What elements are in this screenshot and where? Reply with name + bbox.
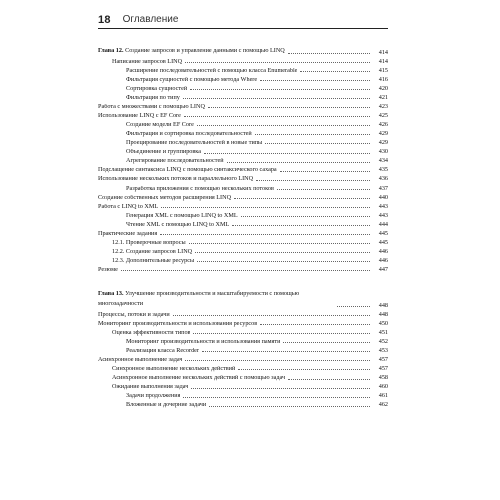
dot-leader [183,397,370,398]
toc-entry[interactable] [98,228,388,237]
toc-chapter [98,289,388,409]
dot-leader [337,306,370,307]
dot-leader [241,216,370,217]
toc-page-number: 457 [378,356,388,364]
toc-entry-title: Объединение и группировка [126,149,201,156]
toc-entry[interactable] [98,255,388,264]
dot-leader [195,252,370,253]
toc-entry-title: Агрегирование последовательностей [126,158,224,165]
toc-entry[interactable] [98,174,388,183]
dot-leader [193,333,370,334]
toc-page-number: 448 [378,301,388,309]
toc-entry[interactable] [98,128,388,137]
toc-page-number: 448 [378,310,388,318]
toc-entry[interactable] [98,354,388,363]
dot-leader [197,261,370,262]
dot-leader [209,406,370,407]
toc-page-number: 425 [378,112,388,120]
dot-leader [255,134,370,135]
table-of-contents [98,46,388,425]
toc-entry-title: 12.2. Создание запросов LINQ [112,248,193,255]
toc-entry-title: Разработка приложения с помощью нескольких потоков [126,185,274,192]
dot-leader [300,71,370,72]
toc-page-number: 443 [378,202,388,210]
toc-page-number: 435 [378,166,388,174]
toc-entry[interactable] [98,156,388,165]
toc-entry-title: Работа с множествами с помощью LINQ [98,104,205,111]
toc-entry[interactable] [98,336,388,345]
toc-entry-title: Сортировка сущностей [126,85,188,92]
toc-entry-title: Практические задания [98,230,158,237]
toc-entry[interactable] [98,237,388,246]
toc-entry[interactable] [98,183,388,192]
chapter-heading-text [98,289,334,309]
dot-leader [183,98,370,99]
toc-entry[interactable] [98,318,388,327]
toc-chapter [98,46,388,273]
dot-leader [265,143,370,144]
toc-page-number: 462 [378,401,388,409]
toc-page-number: 446 [378,247,388,255]
toc-entry[interactable] [98,146,388,155]
toc-entry[interactable] [98,101,388,110]
toc-entry-title: Асинхронное выполнение нескольких действий с помощью задач [112,375,286,382]
dot-leader [280,171,370,172]
toc-entry-title: Работа с LINQ to XML [98,203,159,210]
page-number-label: 18 [98,13,111,26]
toc-page-number: 440 [378,193,388,201]
dot-leader [161,207,370,208]
toc-page-number: 429 [378,130,388,138]
toc-page-number: 451 [378,329,388,337]
toc-page-number: 446 [378,256,388,264]
dot-leader [121,270,370,271]
toc-page-number: 434 [378,157,388,165]
dot-leader [227,162,370,163]
toc-entry-title: Написание запросов LINQ [112,58,183,65]
toc-page-number: 416 [378,75,388,83]
page-header [98,12,388,29]
toc-page-number: 443 [378,211,388,219]
dot-leader [191,388,370,389]
toc-entry-title: Подслащение синтаксиса LINQ с помощью синтаксического сахара [98,167,277,174]
toc-entry-title: Фильтрация по типу [126,95,180,102]
dot-leader [185,360,370,361]
dot-leader [208,107,370,108]
toc-page-number: 445 [378,238,388,246]
toc-entry[interactable] [98,210,388,219]
toc-entry[interactable] [98,92,388,101]
toc-entry[interactable] [98,165,388,174]
toc-page-number: 421 [378,94,388,102]
chapter-title: Создание запросов и управление данными с помощью LINQ [125,47,285,54]
toc-entry-title: Использование LINQ с EF Core [98,113,181,120]
toc-entry-title: Использование нескольких потоков и параллельного LINQ [98,176,254,183]
toc-entry[interactable] [98,246,388,255]
dot-leader [173,315,370,316]
toc-entry-title: Создание модели EF Core [126,122,194,129]
toc-page-number: 423 [378,103,388,111]
page-header-title: Оглавление [122,14,179,25]
toc-entry-title: Оценка эффективности типов [112,330,191,337]
dot-leader [197,125,370,126]
toc-entry-title: Резюме [98,266,118,273]
toc-entry[interactable] [98,219,388,228]
toc-page-number: 414 [378,57,388,65]
toc-entry[interactable] [98,201,388,210]
toc-entry[interactable] [98,327,388,336]
toc-page-number: 430 [378,148,388,156]
toc-entry[interactable] [98,119,388,128]
dot-leader [184,116,370,117]
toc-entry-title: 12.1. Проверочные вопросы [112,239,186,246]
toc-page-number: 420 [378,84,388,92]
toc-page-number: 436 [378,175,388,183]
dot-leader [232,225,370,226]
dot-leader [277,189,370,190]
dot-leader [256,180,370,181]
chapter-title: Улучшение производительности и масштабируемости с помощью многозадачности [98,290,300,308]
dot-leader [204,153,370,154]
toc-entry[interactable] [98,391,388,400]
toc-entry[interactable] [98,192,388,201]
toc-page-number: 447 [378,265,388,273]
dot-leader [288,379,370,380]
toc-entry[interactable] [98,363,388,372]
toc-entry-title: Чтение XML с помощью LINQ to XML [126,221,230,228]
toc-entry-title: Расширение последовательностей с помощью класса Enumerable [126,67,298,74]
dot-leader [288,53,370,54]
chapter-label: Глава 13. [98,290,124,298]
dot-leader [234,198,370,199]
toc-entry[interactable] [98,345,388,354]
toc-entry-title: Синхронное выполнение нескольких действий [112,366,236,373]
toc-page-number: 445 [378,229,388,237]
toc-entry-title: 12.3. Дополнительные ресурсы [112,257,195,264]
toc-entry[interactable] [98,65,388,74]
toc-entry-title: Асинхронное выполнение задач [98,357,183,364]
toc-entry[interactable] [98,400,388,409]
toc-page-number: 437 [378,184,388,192]
toc-entry-title: Фильтрация сущностей с помощью метода Where [126,76,258,83]
toc-entry-title: Генерация XML с помощью LINQ to XML [126,212,238,219]
toc-entry-title: Проецирование последовательностей в новые типы [126,140,263,147]
dot-leader [160,234,370,235]
toc-entry-title: Ожидание выполнения задач [112,384,189,391]
dot-leader [260,324,370,325]
toc-entry-title: Реализация класса Recorder [126,348,199,355]
toc-page-number: 426 [378,121,388,129]
toc-page-number: 444 [378,220,388,228]
dot-leader [185,62,370,63]
dot-leader [202,351,370,352]
toc-page-number: 415 [378,66,388,74]
toc-entry[interactable] [98,110,388,119]
toc-entry[interactable] [98,309,388,318]
toc-entry[interactable] [98,264,388,273]
toc-chapter-heading[interactable] [98,289,388,309]
dot-leader [190,89,370,90]
toc-entry-title: Фильтрация и сортировка последовательностей [126,131,252,138]
toc-entry-title: Мониторинг производительности и использования ресурсов [98,321,258,328]
toc-entry-title: Вложенные и дочерние задачи [126,402,207,409]
chapter-heading-text [98,46,285,56]
chapter-label: Глава 12. [98,47,124,54]
toc-entry[interactable] [98,56,388,65]
toc-entry-title: Создание собственных методов расширения LINQ [98,194,232,201]
dot-leader [238,369,370,370]
toc-entry-title: Мониторинг производительности и использования памяти [126,339,281,346]
toc-page-number: 457 [378,365,388,373]
toc-page-number: 450 [378,320,388,328]
toc-page-number: 414 [378,48,388,56]
toc-page-number: 461 [378,392,388,400]
toc-entry[interactable] [98,372,388,381]
toc-entry[interactable] [98,137,388,146]
toc-page-number: 453 [378,347,388,355]
toc-page-number: 452 [378,338,388,346]
toc-entry-title: Задачи продолжения [126,393,181,400]
dot-leader [260,80,370,81]
toc-page-number: 429 [378,139,388,147]
toc-entry[interactable] [98,74,388,83]
toc-page-number: 458 [378,374,388,382]
dot-leader [283,342,370,343]
toc-entry[interactable] [98,382,388,391]
toc-entry-title: Процессы, потоки и задачи [98,311,170,318]
toc-chapter-heading[interactable] [98,46,388,56]
toc-entry[interactable] [98,83,388,92]
dot-leader [189,243,370,244]
toc-page-number: 460 [378,383,388,391]
